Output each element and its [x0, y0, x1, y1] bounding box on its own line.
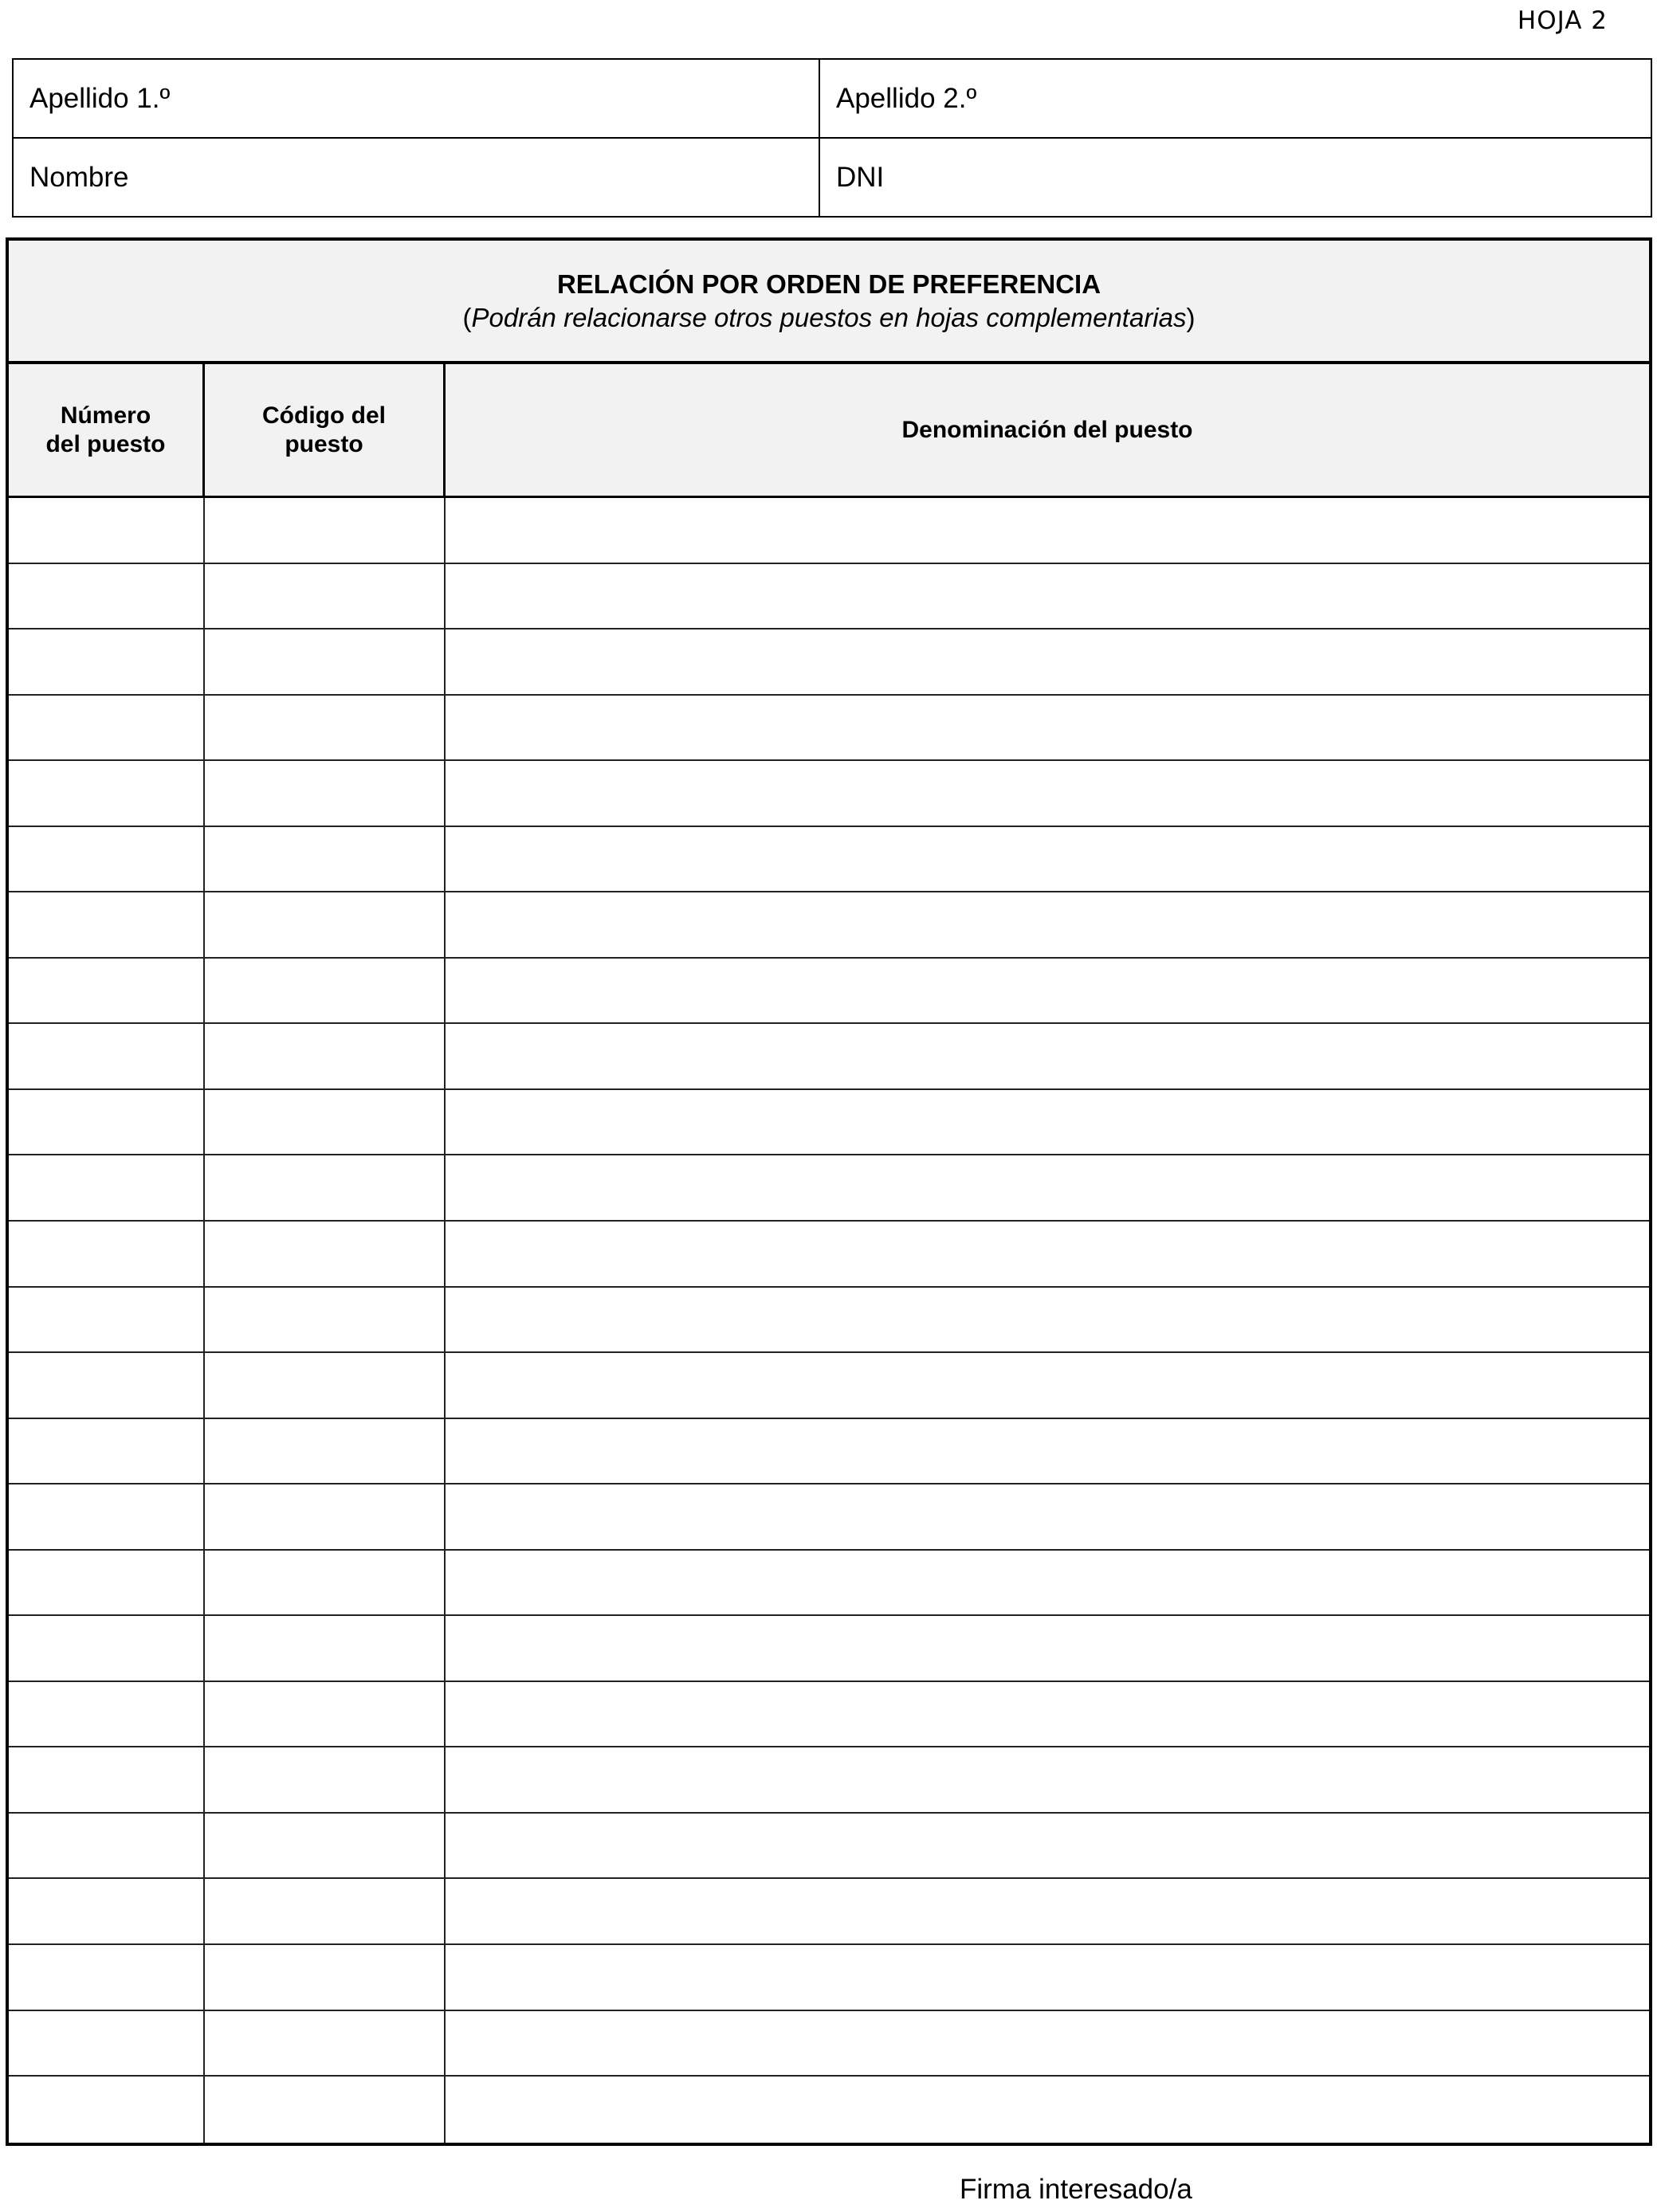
- column-header-number-label: Número del puesto: [45, 402, 166, 457]
- denomination-cell[interactable]: [446, 1090, 1649, 1155]
- code-cell[interactable]: [205, 2011, 446, 2076]
- table-row: [9, 696, 1649, 762]
- surname2-field[interactable]: Apellido 2.º: [819, 59, 1651, 138]
- code-cell[interactable]: [205, 629, 446, 694]
- subtitle-text: Podrán relacionarse otros puestos en hojas complementarias: [471, 302, 1187, 332]
- table-row: [9, 1155, 1649, 1222]
- subtitle-close-paren: ): [1186, 302, 1196, 332]
- code-cell[interactable]: [205, 1616, 446, 1681]
- table-row: [9, 498, 1649, 564]
- number-cell[interactable]: [9, 2077, 205, 2143]
- code-cell[interactable]: [205, 892, 446, 957]
- subtitle-open-paren: (: [462, 302, 472, 332]
- denomination-cell[interactable]: [446, 1222, 1649, 1286]
- denomination-cell[interactable]: [446, 1419, 1649, 1484]
- code-cell[interactable]: [205, 1879, 446, 1943]
- code-cell[interactable]: [205, 1814, 446, 1878]
- signature-label: Firma interesado/a: [960, 2174, 1192, 2205]
- denomination-cell[interactable]: [446, 1879, 1649, 1943]
- number-cell[interactable]: [9, 761, 205, 826]
- table-row: [9, 959, 1649, 1025]
- number-cell[interactable]: [9, 696, 205, 760]
- denomination-cell[interactable]: [446, 1616, 1649, 1681]
- code-cell[interactable]: [205, 1945, 446, 2010]
- code-cell[interactable]: [205, 1024, 446, 1088]
- table-row: [9, 629, 1649, 696]
- denomination-cell[interactable]: [446, 1288, 1649, 1352]
- number-cell[interactable]: [9, 629, 205, 694]
- denomination-cell[interactable]: [446, 1024, 1649, 1088]
- number-cell[interactable]: [9, 1945, 205, 2010]
- code-cell[interactable]: [205, 1682, 446, 1747]
- table-row: [9, 564, 1649, 630]
- code-cell[interactable]: [205, 827, 446, 892]
- number-cell[interactable]: [9, 1814, 205, 1878]
- code-cell[interactable]: [205, 1090, 446, 1155]
- table-row: [9, 1353, 1649, 1419]
- table-row: [9, 1484, 1649, 1551]
- dni-field[interactable]: DNI: [819, 138, 1651, 217]
- number-cell[interactable]: [9, 1090, 205, 1155]
- number-cell[interactable]: [9, 827, 205, 892]
- table-row: [9, 1814, 1649, 1880]
- code-cell[interactable]: [205, 2077, 446, 2143]
- denomination-cell[interactable]: [446, 761, 1649, 826]
- column-headers: [9, 364, 1649, 498]
- number-cell[interactable]: [9, 498, 205, 563]
- table-body: [9, 498, 1649, 2143]
- code-cell[interactable]: [205, 1484, 446, 1549]
- denomination-cell[interactable]: [446, 498, 1649, 563]
- denomination-cell[interactable]: [446, 827, 1649, 892]
- column-header-denomination: [446, 364, 1649, 496]
- table-row: [9, 1879, 1649, 1945]
- code-cell[interactable]: [205, 1155, 446, 1220]
- denomination-cell[interactable]: [446, 564, 1649, 629]
- personal-data-table: [12, 58, 1652, 218]
- number-cell[interactable]: [9, 1879, 205, 1943]
- code-cell[interactable]: [205, 564, 446, 629]
- table-row: [9, 1419, 1649, 1485]
- denomination-cell[interactable]: [446, 1945, 1649, 2010]
- number-cell[interactable]: [9, 564, 205, 629]
- code-cell[interactable]: [205, 1551, 446, 1615]
- name-field[interactable]: Nombre: [13, 138, 819, 217]
- column-header-number: [9, 364, 205, 496]
- table-row: [9, 2011, 1649, 2077]
- column-header-denomination-label: Denominación del puesto: [901, 416, 1193, 443]
- table-row: [9, 1682, 1649, 1748]
- number-cell[interactable]: [9, 1747, 205, 1812]
- code-cell[interactable]: [205, 1288, 446, 1352]
- number-cell[interactable]: [9, 1682, 205, 1747]
- denomination-cell[interactable]: [446, 959, 1649, 1023]
- denomination-cell[interactable]: [446, 1682, 1649, 1747]
- code-cell[interactable]: [205, 1419, 446, 1484]
- denomination-cell[interactable]: [446, 1353, 1649, 1418]
- table-row: [9, 2077, 1649, 2143]
- number-cell[interactable]: [9, 2011, 205, 2076]
- number-cell[interactable]: [9, 1222, 205, 1286]
- table-row: [9, 1551, 1649, 1617]
- code-cell[interactable]: [205, 1353, 446, 1418]
- number-cell[interactable]: [9, 1484, 205, 1549]
- code-cell[interactable]: [205, 696, 446, 760]
- number-cell[interactable]: [9, 1551, 205, 1615]
- number-cell[interactable]: [9, 1155, 205, 1220]
- preference-table: [6, 237, 1652, 2146]
- table-row: [9, 1945, 1649, 2011]
- column-header-code-label: Código del puesto: [262, 402, 386, 457]
- table-row: [9, 1024, 1649, 1090]
- denomination-cell[interactable]: [446, 1747, 1649, 1812]
- number-cell[interactable]: [9, 892, 205, 957]
- denomination-cell[interactable]: [446, 1814, 1649, 1878]
- denomination-cell[interactable]: [446, 629, 1649, 694]
- number-cell[interactable]: [9, 1419, 205, 1484]
- preference-subtitle: [463, 301, 1196, 335]
- number-cell[interactable]: [9, 1024, 205, 1088]
- code-cell[interactable]: [205, 1222, 446, 1286]
- preference-header: [9, 241, 1649, 364]
- table-row: [9, 1222, 1649, 1288]
- table-row: [9, 1747, 1649, 1814]
- denomination-cell[interactable]: [446, 1155, 1649, 1220]
- table-row: [9, 892, 1649, 959]
- denomination-cell[interactable]: [446, 2011, 1649, 2076]
- number-cell[interactable]: [9, 959, 205, 1023]
- table-row: [9, 1090, 1649, 1156]
- denomination-cell[interactable]: [446, 696, 1649, 760]
- denomination-cell[interactable]: [446, 2077, 1649, 2143]
- column-header-code: [205, 364, 446, 496]
- code-cell[interactable]: [205, 959, 446, 1023]
- surname1-field[interactable]: Apellido 1.º: [13, 59, 819, 138]
- denomination-cell[interactable]: [446, 1484, 1649, 1549]
- table-row: [9, 1616, 1649, 1682]
- code-cell[interactable]: [205, 498, 446, 563]
- table-row: [9, 827, 1649, 893]
- code-cell[interactable]: [205, 761, 446, 826]
- table-row: [9, 761, 1649, 827]
- sheet-number: HOJA 2: [1517, 6, 1608, 35]
- denomination-cell[interactable]: [446, 892, 1649, 957]
- code-cell[interactable]: [205, 1747, 446, 1812]
- number-cell[interactable]: [9, 1288, 205, 1352]
- number-cell[interactable]: [9, 1616, 205, 1681]
- table-row: [9, 1288, 1649, 1354]
- preference-title: RELACIÓN POR ORDEN DE PREFERENCIA: [556, 269, 1101, 299]
- number-cell[interactable]: [9, 1353, 205, 1418]
- denomination-cell[interactable]: [446, 1551, 1649, 1615]
